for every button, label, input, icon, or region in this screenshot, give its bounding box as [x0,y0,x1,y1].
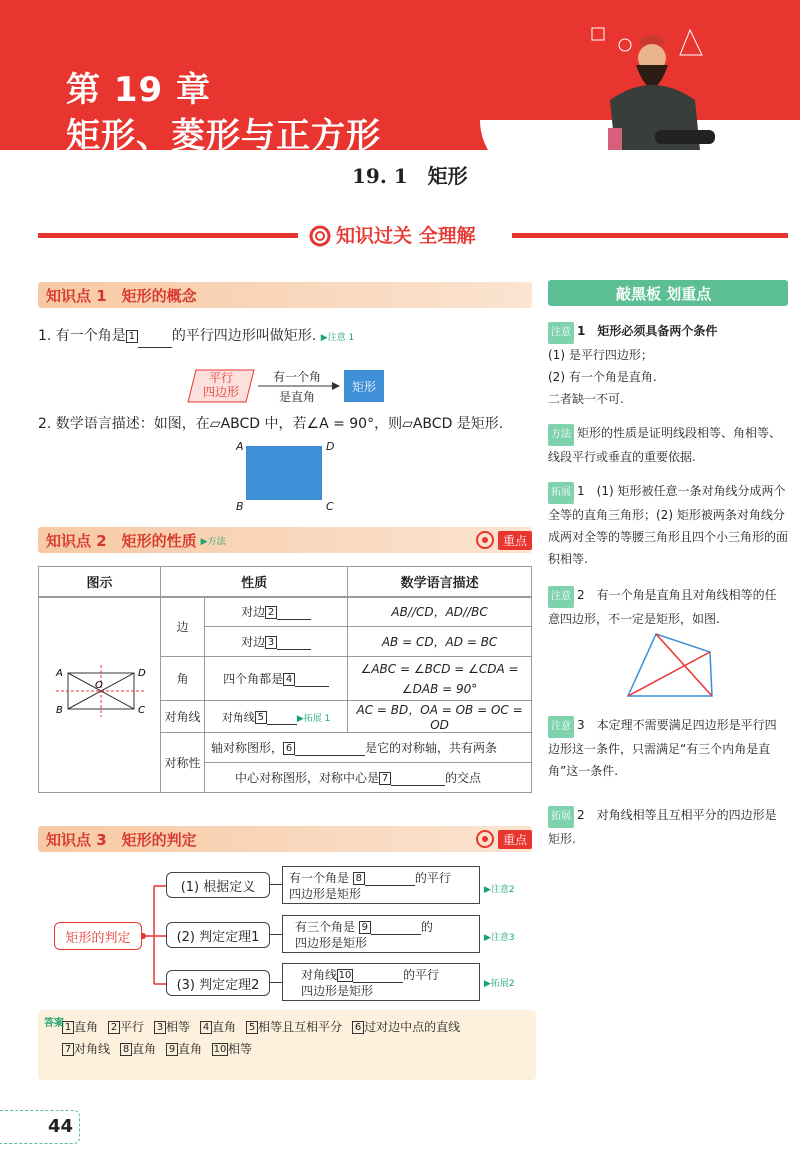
svg-text:A: A [55,668,63,680]
branch-3: (3) 判定定理2 [166,970,270,996]
chapter-title: 矩形、菱形与正方形 [66,116,381,156]
quadrilateral-figure [626,630,726,702]
item1-post: 的平行四边形叫做矩形. [171,328,317,344]
flow-right: 矩形 [351,380,376,394]
side-note-2: 注意 2 有一个角是直角且对角线相等的任意四边形，不一定是矩形，如图. [548,588,777,626]
col-description: 数学语言描述 [348,567,532,597]
connector [270,884,282,885]
side-desc-1: AB//CD，AD//BC [348,597,532,627]
sym-prop-1: 轴对称图形， 6 是它的对称轴，共有两条 [205,733,532,763]
answer-item [108,1020,144,1034]
kp2-header [38,527,532,553]
answer-item [246,1020,342,1034]
flow-bottom: 是直角 [278,390,315,404]
answer-number: 4 [200,1021,212,1034]
angle-label: 角 [161,657,205,701]
key-badge: 重点 [498,830,532,849]
side-note-1: 注意 1 矩形必须具备两个条件 (1) 是平行四边形； (2) 有一个角是直角. 二者缺一不可. [548,324,718,406]
answer-item [200,1020,236,1034]
section-title: 19. 1 矩形 [352,164,468,188]
sym-label: 对称性 [161,733,205,793]
banner-line-left [38,233,298,238]
blank-number: 1 [126,330,138,343]
answer-number: 10 [213,1044,227,1055]
answer-text: 平行 [120,1020,145,1034]
kp1-item1 [38,326,354,348]
judgement-root: 矩形的判定 [54,922,142,950]
answer-text: 过对边中点的直线 [364,1020,461,1034]
branch-2: (2) 判定定理1 [166,922,270,948]
answer-text: 相等且互相平分 [258,1020,343,1034]
rule-box-2: 有三个角是 9 的 四边形是矩形 [282,915,480,953]
answer-item [212,1042,252,1056]
note-link[interactable]: ▶注意3 [484,933,515,943]
extend-link[interactable]: ▶拓展2 [484,979,515,989]
side-title: 敲黑板 划重点 [548,280,788,306]
page-number: 44 [48,1116,74,1137]
label-b: B [236,500,244,513]
spiral-icon [308,224,332,248]
side-label: 边 [161,597,205,657]
rectangle-diagonals-figure [50,663,150,723]
angle-desc: ∠ABC = ∠BCD = ∠CDA = ∠DAB = 90° [348,657,532,701]
side-desc-2: AB = CD，AD = BC [348,627,532,657]
diag-label: 对角线 [161,701,205,733]
diag-prop: 对角线 5 ▶拓展 1 [205,701,348,733]
kp1-header [38,282,532,308]
svg-text:D: D [137,668,146,680]
answer-number: 7 [62,1043,74,1056]
answers-panel [38,1010,536,1080]
answer-text: 相等 [166,1020,191,1034]
rule-box-1: 有一个角是 8 的平行 四边形是矩形 [282,866,480,904]
note-link[interactable]: ▶注意2 [484,885,515,895]
kp1-title: 知识点 1 矩形的概念 [46,286,197,305]
answer-text: 对角线 [74,1042,111,1056]
svg-text:C: C [137,705,145,717]
flow-left: 平行 四边形 [202,371,239,399]
side-method: 方法 矩形的性质是证明线段相等、角相等、线段平行或垂直的重要依据. [548,426,782,464]
answer-number: 2 [108,1021,120,1034]
key-badge: 重点 [498,531,532,550]
note-link[interactable]: ▶注意 1 [320,333,355,343]
figure-cell [39,597,161,793]
answer-number: 3 [154,1021,166,1034]
item1-pre: 1. 有一个角是 [38,328,126,344]
answer-item [154,1020,190,1034]
label-c: C [326,500,334,513]
banner [300,222,510,250]
answer-number: 1 [62,1021,74,1034]
connector [270,934,282,935]
answer-item [166,1042,202,1056]
target-icon [475,829,495,849]
branch-1: (1) 根据定义 [166,872,270,898]
answer-text: 直角 [74,1020,99,1034]
answer-number: 5 [246,1021,258,1034]
answer-number: 6 [352,1021,364,1034]
properties-table [38,566,532,793]
side-extend-2: 拓展 2 对角线相等且互相平分的四边形是矩形. [548,808,777,846]
angle-prop: 四个角都是 4 [205,657,348,701]
answer-item [352,1020,460,1034]
answer-text: 相等 [228,1042,253,1056]
method-link[interactable]: ▶方法 [200,536,226,547]
answer-text: 直角 [132,1042,157,1056]
chapter-number: 第 19 章 [66,70,211,110]
answer-number: 9 [166,1043,178,1056]
illustration-man [580,10,730,160]
answer-item [62,1042,110,1056]
answers-label: 答案 [44,1018,64,1029]
label-a: A [236,440,244,453]
answers-list [38,1010,536,1060]
col-property: 性质 [161,567,348,597]
svg-text:O: O [94,680,103,692]
side-prop-1: 对边 2 [205,597,348,627]
answer-item [62,1020,98,1034]
blank-line [138,347,172,348]
sym-prop-2: 中心对称图形，对称中心是 7 的交点 [205,763,532,793]
side-extend-1: 拓展 1 (1) 矩形被任意一条对角线分成两个全等的直角三角形；(2) 矩形被两条对角线分成两对全等的等腰三角形且四个小三角形的面积相等. [548,484,789,566]
side-note-3: 注意 3 本定理不需要满足四边形是平行四边形这一条件，只需满足“有三个内角是直角”这一条件. [548,718,777,778]
kp3-header [38,826,532,852]
answer-text: 直角 [212,1020,237,1034]
svg-text:B: B [55,705,63,717]
kp2-title: 知识点 2 矩形的性质 [46,531,197,550]
banner-text: 知识过关 全理解 [336,225,476,247]
col-figure: 图示 [39,567,161,597]
kp1-item2: 2. 数学语言描述：如图，在▱ABCD 中，若∠A = 90°，则▱ABCD 是矩形. [38,416,504,432]
answer-number: 8 [120,1043,132,1056]
rectangle-figure [246,446,322,500]
label-d: D [326,440,335,453]
side-prop-2: 对边 3 [205,627,348,657]
side-panel [548,280,788,850]
answer-item [120,1042,156,1056]
rule-box-3: 对角线 10 的平行 四边形是矩形 [282,963,480,1001]
kp3-title: 知识点 3 矩形的判定 [46,830,197,849]
flow-top: 有一个角 [272,370,321,384]
banner-line-right [512,233,788,238]
connector [270,982,282,983]
target-icon [475,530,495,550]
answer-text: 直角 [178,1042,203,1056]
diag-desc: AC = BD，OA = OB = OC = OD [348,701,532,733]
